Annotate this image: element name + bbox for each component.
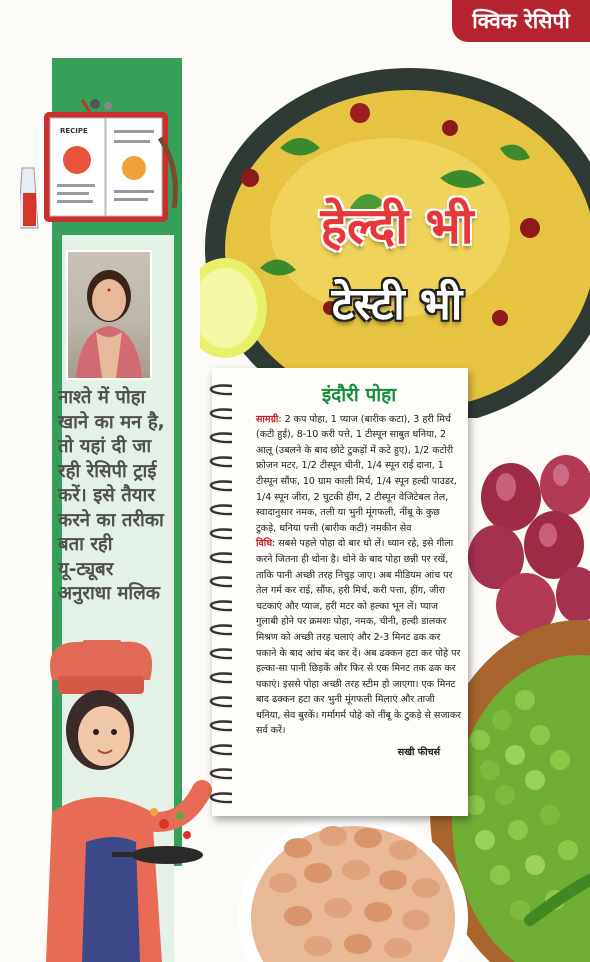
ingredients-label: सामग्री bbox=[256, 413, 279, 425]
onions-image bbox=[466, 445, 590, 645]
intro-line: नाश्ते में पोहा bbox=[58, 387, 146, 408]
section-tag: क्विक रेसिपी bbox=[452, 0, 590, 42]
author-photo bbox=[66, 250, 152, 380]
spiral-ring bbox=[211, 434, 232, 443]
spiral-ring bbox=[211, 554, 232, 563]
recipe-title: इंदौरी पोहा bbox=[321, 384, 397, 406]
intro-line: तो यहां दी जा bbox=[58, 436, 152, 457]
credit-line: सखी फीचर्स bbox=[397, 747, 440, 759]
ingredients-text: : 2 कप पोहा, 1 प्याज (बारीक कटा), 3 हरी मिर्च (कटी हुई), 8-10 करी पत्ते, 1 टीस्पून साबुत धनिया, 2 आलू (उबलने के बाद छोटे टुकड़ों में कटे हुए), 1/2 कटोरी फ्रोजन मटर, 1/2 टीस्पून चीनी, 1/4 स्पून राई दाना, 1 टीस्पून सौंफ, 10 ग्राम काली मिर्च, 1/4 स्पून हल्दी पाउडर, 1/4 स्पून जीरा, 2 चुटकी हींग, 2 टीस्पून वेजिटेबल तेल, स्वादानुसार नमक, तली या भुनी मूंगफली, नींबू के कुछ टुकड़े, धनिया पत्ती (बारीक कटी) नमकीन सेव bbox=[256, 413, 457, 534]
intro-line: खाने का मन है, bbox=[58, 411, 165, 433]
intro-line: अनुराधा मलिक bbox=[58, 583, 160, 604]
recipe-content bbox=[256, 384, 462, 761]
author-portrait bbox=[68, 252, 150, 378]
spiral-ring bbox=[211, 458, 232, 467]
spiral-ring bbox=[211, 482, 232, 491]
recipe-book-illustration bbox=[20, 98, 180, 233]
title-line-1: हेल्दी भी bbox=[320, 196, 474, 255]
spiral-ring bbox=[211, 410, 232, 419]
recipe-card bbox=[212, 368, 468, 816]
book-recipe-label: RECIPE bbox=[60, 127, 88, 135]
ingredients-paragraph bbox=[256, 412, 462, 537]
method-paragraph bbox=[256, 536, 462, 739]
spiral-ring bbox=[211, 770, 232, 779]
intro-line: यू-ट्यूबर bbox=[58, 558, 114, 580]
intro-line: रही रेसिपी ट्राई bbox=[58, 460, 157, 482]
spiral-ring bbox=[211, 530, 232, 539]
spiral-ring bbox=[211, 746, 232, 755]
spiral-ring bbox=[211, 386, 232, 395]
spiral-ring bbox=[211, 674, 232, 683]
spiral-ring bbox=[211, 506, 232, 515]
spiral-ring bbox=[211, 794, 232, 803]
method-label: विधि bbox=[256, 538, 273, 550]
chef-illustration bbox=[12, 640, 227, 962]
spiral-ring bbox=[211, 698, 232, 707]
notebook-spiral bbox=[202, 378, 248, 808]
spiral-ring bbox=[211, 722, 232, 731]
intro-line: करें। इसे तैयार bbox=[58, 485, 155, 506]
peanuts-bowl-image bbox=[238, 808, 468, 962]
intro-text bbox=[58, 386, 208, 607]
intro-line: करने का तरीका bbox=[58, 509, 164, 531]
spiral-ring bbox=[211, 650, 232, 659]
title-line-2: टेस्टी भी bbox=[331, 279, 463, 330]
method-text: : सबसे पहले पोहा दो बार धो लें। ध्यान रहे, इसे गीला करने जितना ही धोना है। धोने के बाद पोहा छन्नी पर रखें, ताकि पानी अच्छी तरह निचुड़ जाए। अब मीडियम आंच पर तेल गर्म कर राई, सौंफ, हरी मिर्च, करी पत्ता, हींग, जीरा चटकाएं और प्याज, हरी मटर को हल्का भून लें। प्याज गुलाबी होने पर क्रमशः पोहा, नमक, चीनी, हल्दी डालकर मिश्रण को अच्छी तरह चलाएं और 2-3 मिनट ढक कर पकाने के बाद आंच बंद कर दें। अब ढक्कन हटा कर पोहे पर हल्का-सा पानी छिड़कें और फिर से एक मिनट तक ढक कर पकाएं। इससे पोहा अच्छी तरह स्टीम हो जाएगा। एक मिनट बाद ढक्कन हटा कर भुनी मूंगफली मिलाएं और ताजी धनिया, सेव बुरकें। गर्मागर्म पोहे को नींबू के टुकड़े से सजाकर सर्व करें। bbox=[256, 538, 462, 737]
spiral-ring bbox=[211, 602, 232, 611]
spiral-ring bbox=[211, 578, 232, 587]
intro-line: बता रही bbox=[58, 534, 113, 555]
spiral-ring bbox=[211, 626, 232, 635]
